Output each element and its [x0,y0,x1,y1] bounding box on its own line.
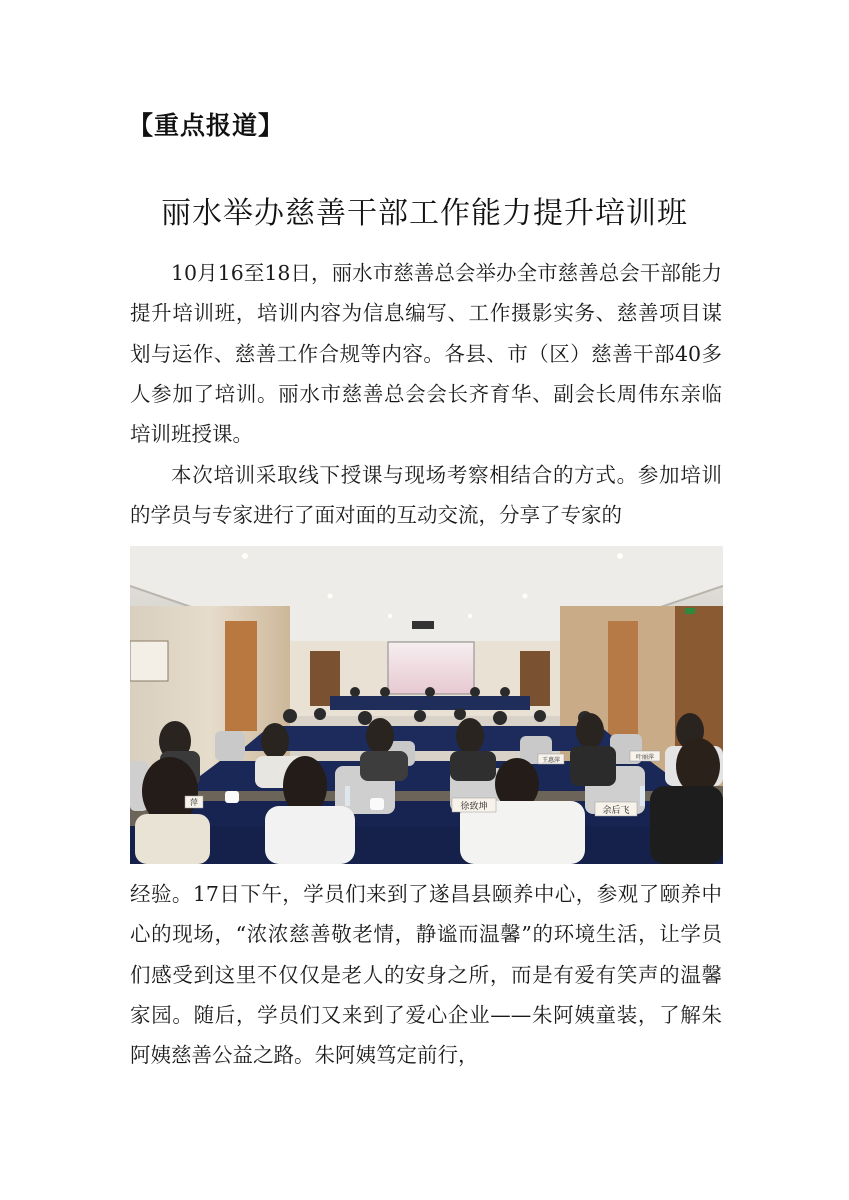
nameplate-4: 叶丽萍 [635,754,655,761]
section-tag: 【重点报道】 [128,111,285,140]
nameplate-2: 徐致坤 [460,802,488,812]
training-session-photo [130,546,723,864]
paragraph-1: 10月16至18日，丽水市慈善总会举办全市慈善总会干部能力提升培训班，培训内容为信息编写、工作摄影实务、慈善项目谋划与运作、慈善工作合规等内容。各县、市（区）慈善干部40多人参加了培训。丽水市慈善总会会长齐育华、副会长周伟东亲临培训班授课。 [130,261,722,447]
nameplate-1: 余后飞 [602,806,630,816]
paragraph-2: 本次培训采取线下授课与现场考察相结合的方式。参加培训的学员与专家进行了面对面的互动交流，分享了专家的 [130,463,722,528]
nameplate-5: 萍 [190,798,198,807]
article-headline: 丽水举办慈善干部工作能力提升培训班 [161,196,688,231]
nameplate-3: 王惠萍 [541,757,561,764]
paragraph-3: 经验。17日下午，学员们来到了遂昌县颐养中心，参观了颐养中心的现场，“浓浓慈善敬老情，静谧而温馨”的环境生活，让学员们感受到这里不仅仅是老人的安身之所，而是有爱有笑声的温馨家园。随后，学员们又来到了爱心企业——朱阿姨童装，了解朱阿姨慈善公益之路。朱阿姨笃定前行， [130,882,722,1068]
